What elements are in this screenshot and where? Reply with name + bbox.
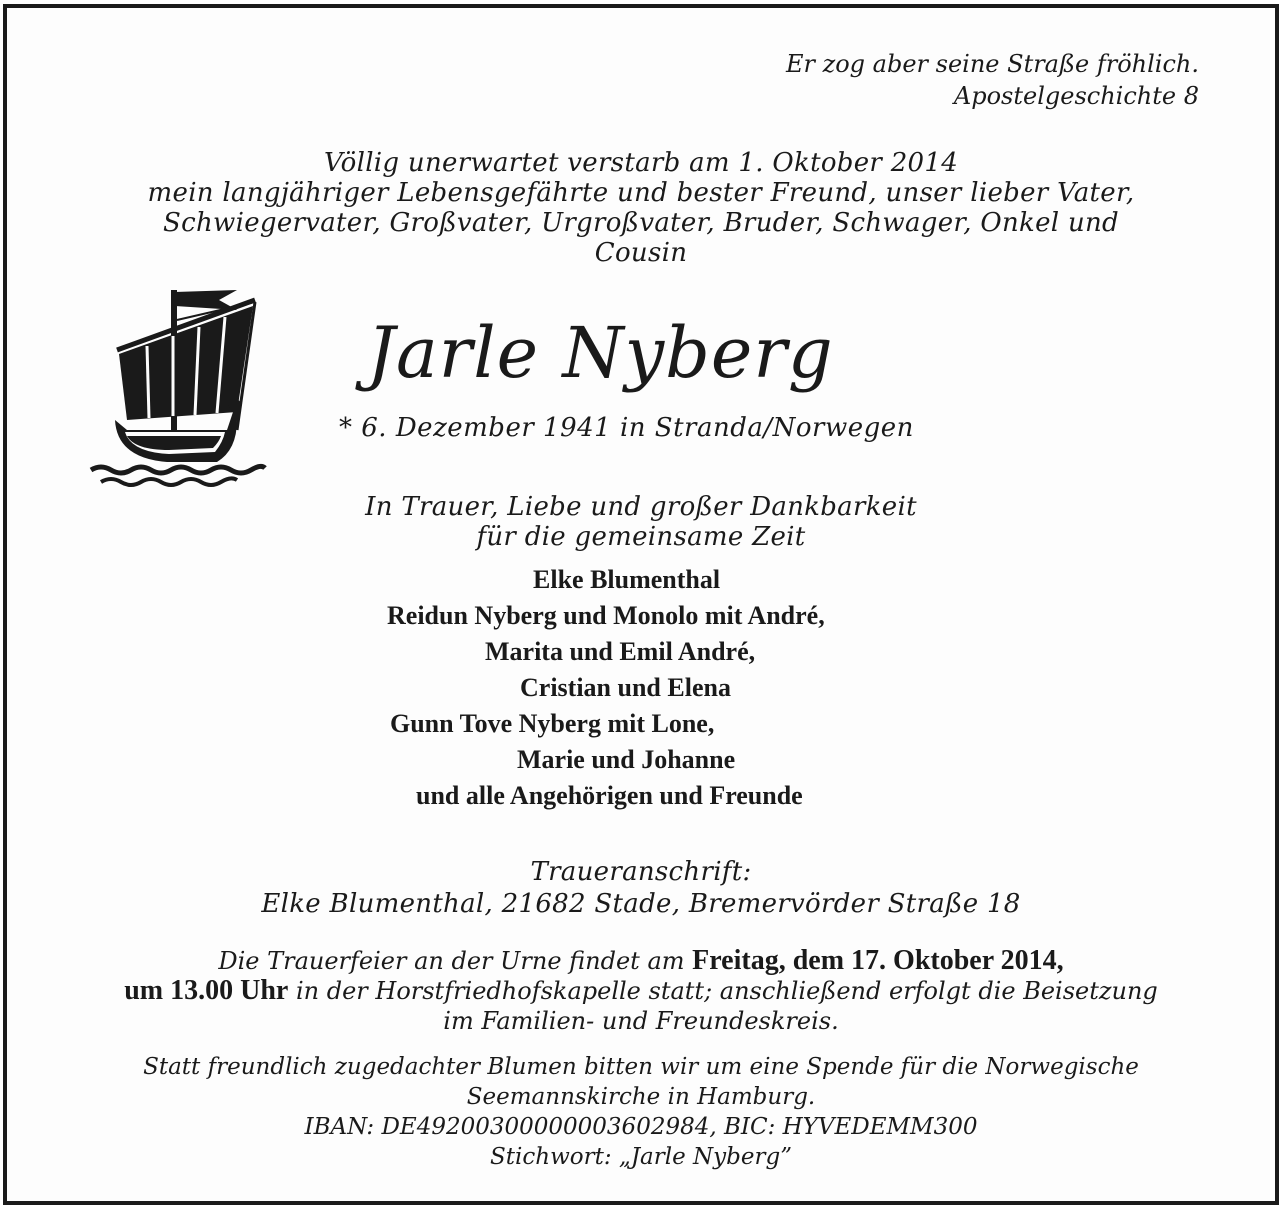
funeral-date: Freitag, dem 17. Oktober 2014, bbox=[692, 945, 1064, 976]
funeral-line bbox=[7, 946, 1275, 976]
intro-line: Völlig unerwartet verstarb am 1. Oktober 2014 bbox=[323, 148, 959, 178]
mourning-address bbox=[7, 856, 1275, 920]
donation-iban: IBAN: DE49200300000003602984, BIC: HYVEDEMM300 bbox=[304, 1114, 978, 1140]
donation-keyword: Stichwort: „Jarle Nyberg” bbox=[490, 1144, 792, 1170]
obituary-frame bbox=[3, 4, 1279, 1205]
mourner-name: Reidun Nyberg und Monolo mit André, bbox=[387, 601, 825, 630]
mourner-name: und alle Angehörigen und Freunde bbox=[416, 781, 803, 810]
mourner-name: Marita und Emil André, bbox=[485, 637, 756, 666]
death-announcement bbox=[7, 148, 1275, 268]
intro-line: Cousin bbox=[594, 238, 688, 268]
mourner-name: Elke Blumenthal bbox=[533, 565, 721, 594]
donation-line: Statt freundlich zugedachter Blumen bitten wir um eine Spende für die Norwegische bbox=[143, 1054, 1139, 1080]
funeral-info bbox=[7, 946, 1275, 1036]
address-label: Traueranschrift: bbox=[530, 857, 752, 887]
grief-statement bbox=[7, 492, 1275, 552]
mourner-name: Cristian und Elena bbox=[520, 673, 731, 702]
quote-source: Apostelgeschichte 8 bbox=[953, 82, 1199, 110]
donation-info bbox=[7, 1052, 1275, 1172]
intro-line: Schwiegervater, Großvater, Urgroßvater, Bruder, Schwager, Onkel und bbox=[163, 208, 1119, 238]
mourner-name: Marie und Johanne bbox=[517, 745, 736, 774]
address-value: Elke Blumenthal, 21682 Stade, Bremervörder Straße 18 bbox=[261, 889, 1021, 919]
bible-quote bbox=[786, 48, 1199, 112]
funeral-text: in der Horstfriedhofskapelle statt; anschließend erfolgt die Beisetzung bbox=[288, 977, 1158, 1005]
birth-info: * 6. Dezember 1941 in Stranda/Norwegen bbox=[339, 413, 914, 443]
grief-line: In Trauer, Liebe und großer Dankbarkeit bbox=[365, 492, 917, 522]
mourner-name: Gunn Tove Nyberg mit Lone, bbox=[390, 709, 715, 738]
funeral-line bbox=[7, 976, 1275, 1006]
viking-ship-icon bbox=[87, 280, 267, 490]
funeral-text: Die Trauerfeier an der Urne findet am bbox=[218, 947, 693, 975]
intro-line: mein langjähriger Lebensgefährte und bester Freund, unser lieber Vater, bbox=[147, 178, 1135, 208]
quote-text: Er zog aber seine Straße fröhlich. bbox=[785, 50, 1199, 78]
funeral-time: um 13.00 Uhr bbox=[124, 975, 289, 1006]
donation-line: Seemannskirche in Hamburg. bbox=[466, 1084, 816, 1110]
funeral-line: im Familien- und Freundeskreis. bbox=[443, 1007, 839, 1035]
deceased-name: Jarle Nyberg bbox=[367, 312, 834, 394]
grief-line: für die gemeinsame Zeit bbox=[476, 522, 806, 552]
